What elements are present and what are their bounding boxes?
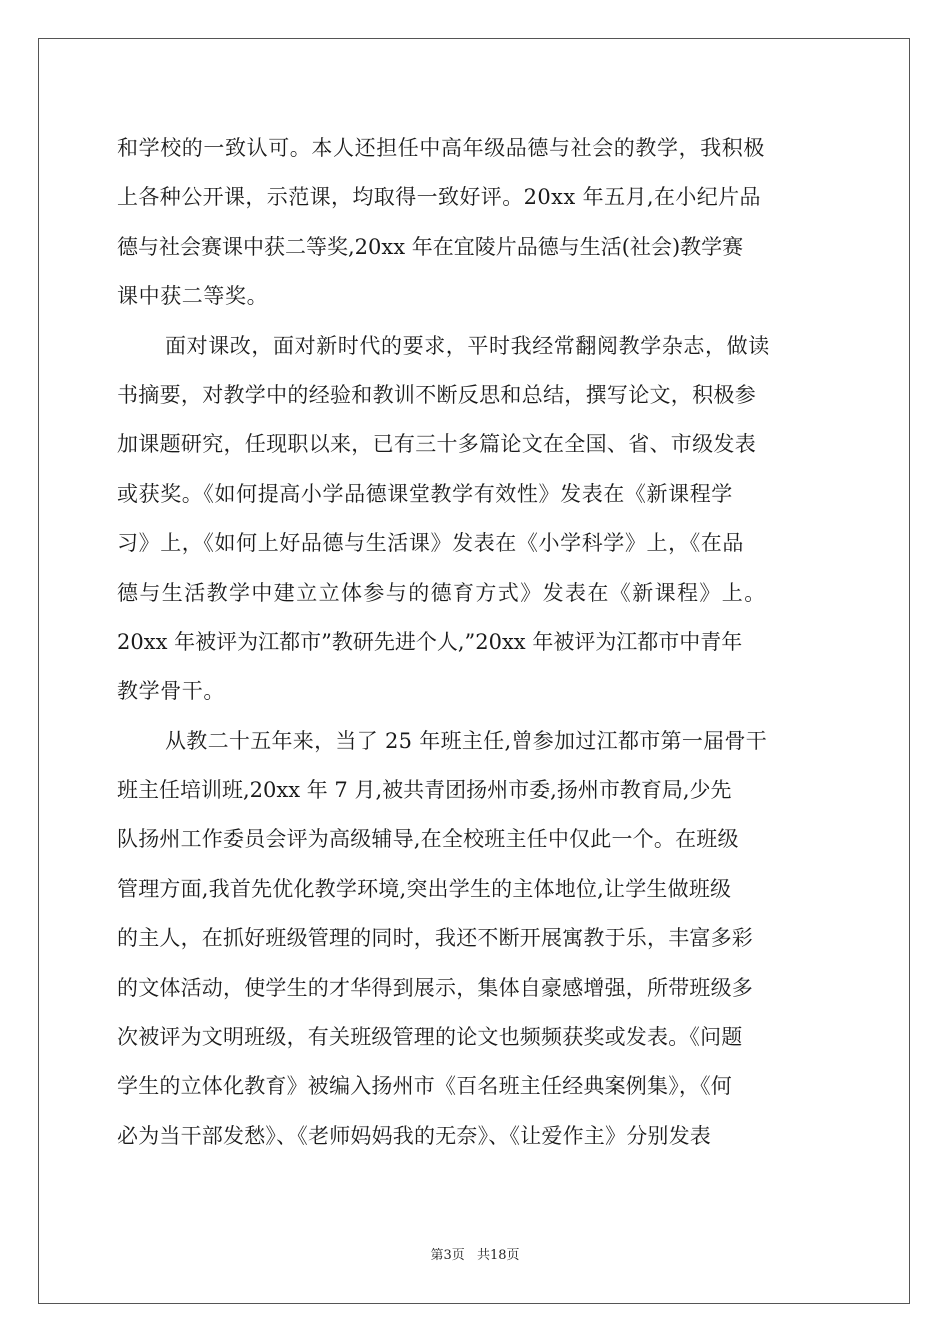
text-line: 上各种公开课，示范课，均取得一致好评。20xx 年五月,在小纪片品 — [117, 185, 761, 210]
total-pages-label: 共18页 — [476, 1248, 520, 1263]
text-line: 20xx 年被评为江都市”教研先进个人,”20xx 年被评为江都市中青年 — [117, 629, 743, 654]
text-line: 管理方面,我首先优化教学环境,突出学生的主体地位,让学生做班级 — [117, 876, 732, 901]
text-line: 从教二十五年来，当了 25 年班主任,曾参加过江都市第一届骨干 — [165, 728, 768, 753]
text-line: 队扬州工作委员会评为高级辅导,在全校班主任中仅此一个。在班级 — [117, 827, 739, 852]
text-line: 班主任培训班,20xx 年 7 月,被共青团扬州市委,扬州市教育局,少先 — [117, 778, 732, 803]
text-line: 德与社会赛课中获二等奖,20xx 年在宜陵片品德与生活(社会)教学赛 — [117, 234, 744, 259]
text-line: 书摘要，对教学中的经验和教训不断反思和总结，撰写论文，积极参 — [117, 382, 756, 407]
text-line: 必为当干部发愁》、《老师妈妈我的无奈》、《让爱作主》分别发表 — [117, 1123, 711, 1148]
page-footer — [0, 1244, 950, 1263]
document-body — [117, 124, 833, 1161]
current-page-label: 第3页 — [430, 1248, 465, 1263]
text-line: 课中获二等奖。 — [117, 284, 269, 309]
text-line: 加课题研究，任现职以来，已有三十多篇论文在全国、省、市级发表 — [117, 432, 756, 457]
text-line: 的主人，在抓好班级管理的同时，我还不断开展寓教于乐，丰富多彩 — [117, 926, 753, 951]
text-line: 习》上，《如何上好品德与生活课》发表在《小学科学》上，《在品 — [117, 531, 744, 556]
text-line: 面对课改，面对新时代的要求，平时我经常翻阅教学杂志，做读 — [165, 333, 770, 358]
text-line: 和学校的一致认可。本人还担任中高年级品德与社会的教学，我积极 — [117, 136, 765, 160]
text-line: 的文体活动，使学生的才华得到展示，集体自豪感增强，所带班级多 — [117, 975, 753, 1000]
text-line: 德与生活教学中建立立体参与的德育方式》发表在《新课程》上。 — [117, 580, 767, 605]
text-line: 学生的立体化教育》被编入扬州市《百名班主任经典案例集》，《何 — [117, 1074, 732, 1099]
text-line: 教学骨干。 — [117, 679, 225, 704]
text-line: 或获奖。《如何提高小学品德课堂教学有效性》发表在《新课程学 — [117, 481, 733, 506]
text-line: 次被评为文明班级，有关班级管理的论文也频频获奖或发表。《问题 — [117, 1025, 743, 1050]
